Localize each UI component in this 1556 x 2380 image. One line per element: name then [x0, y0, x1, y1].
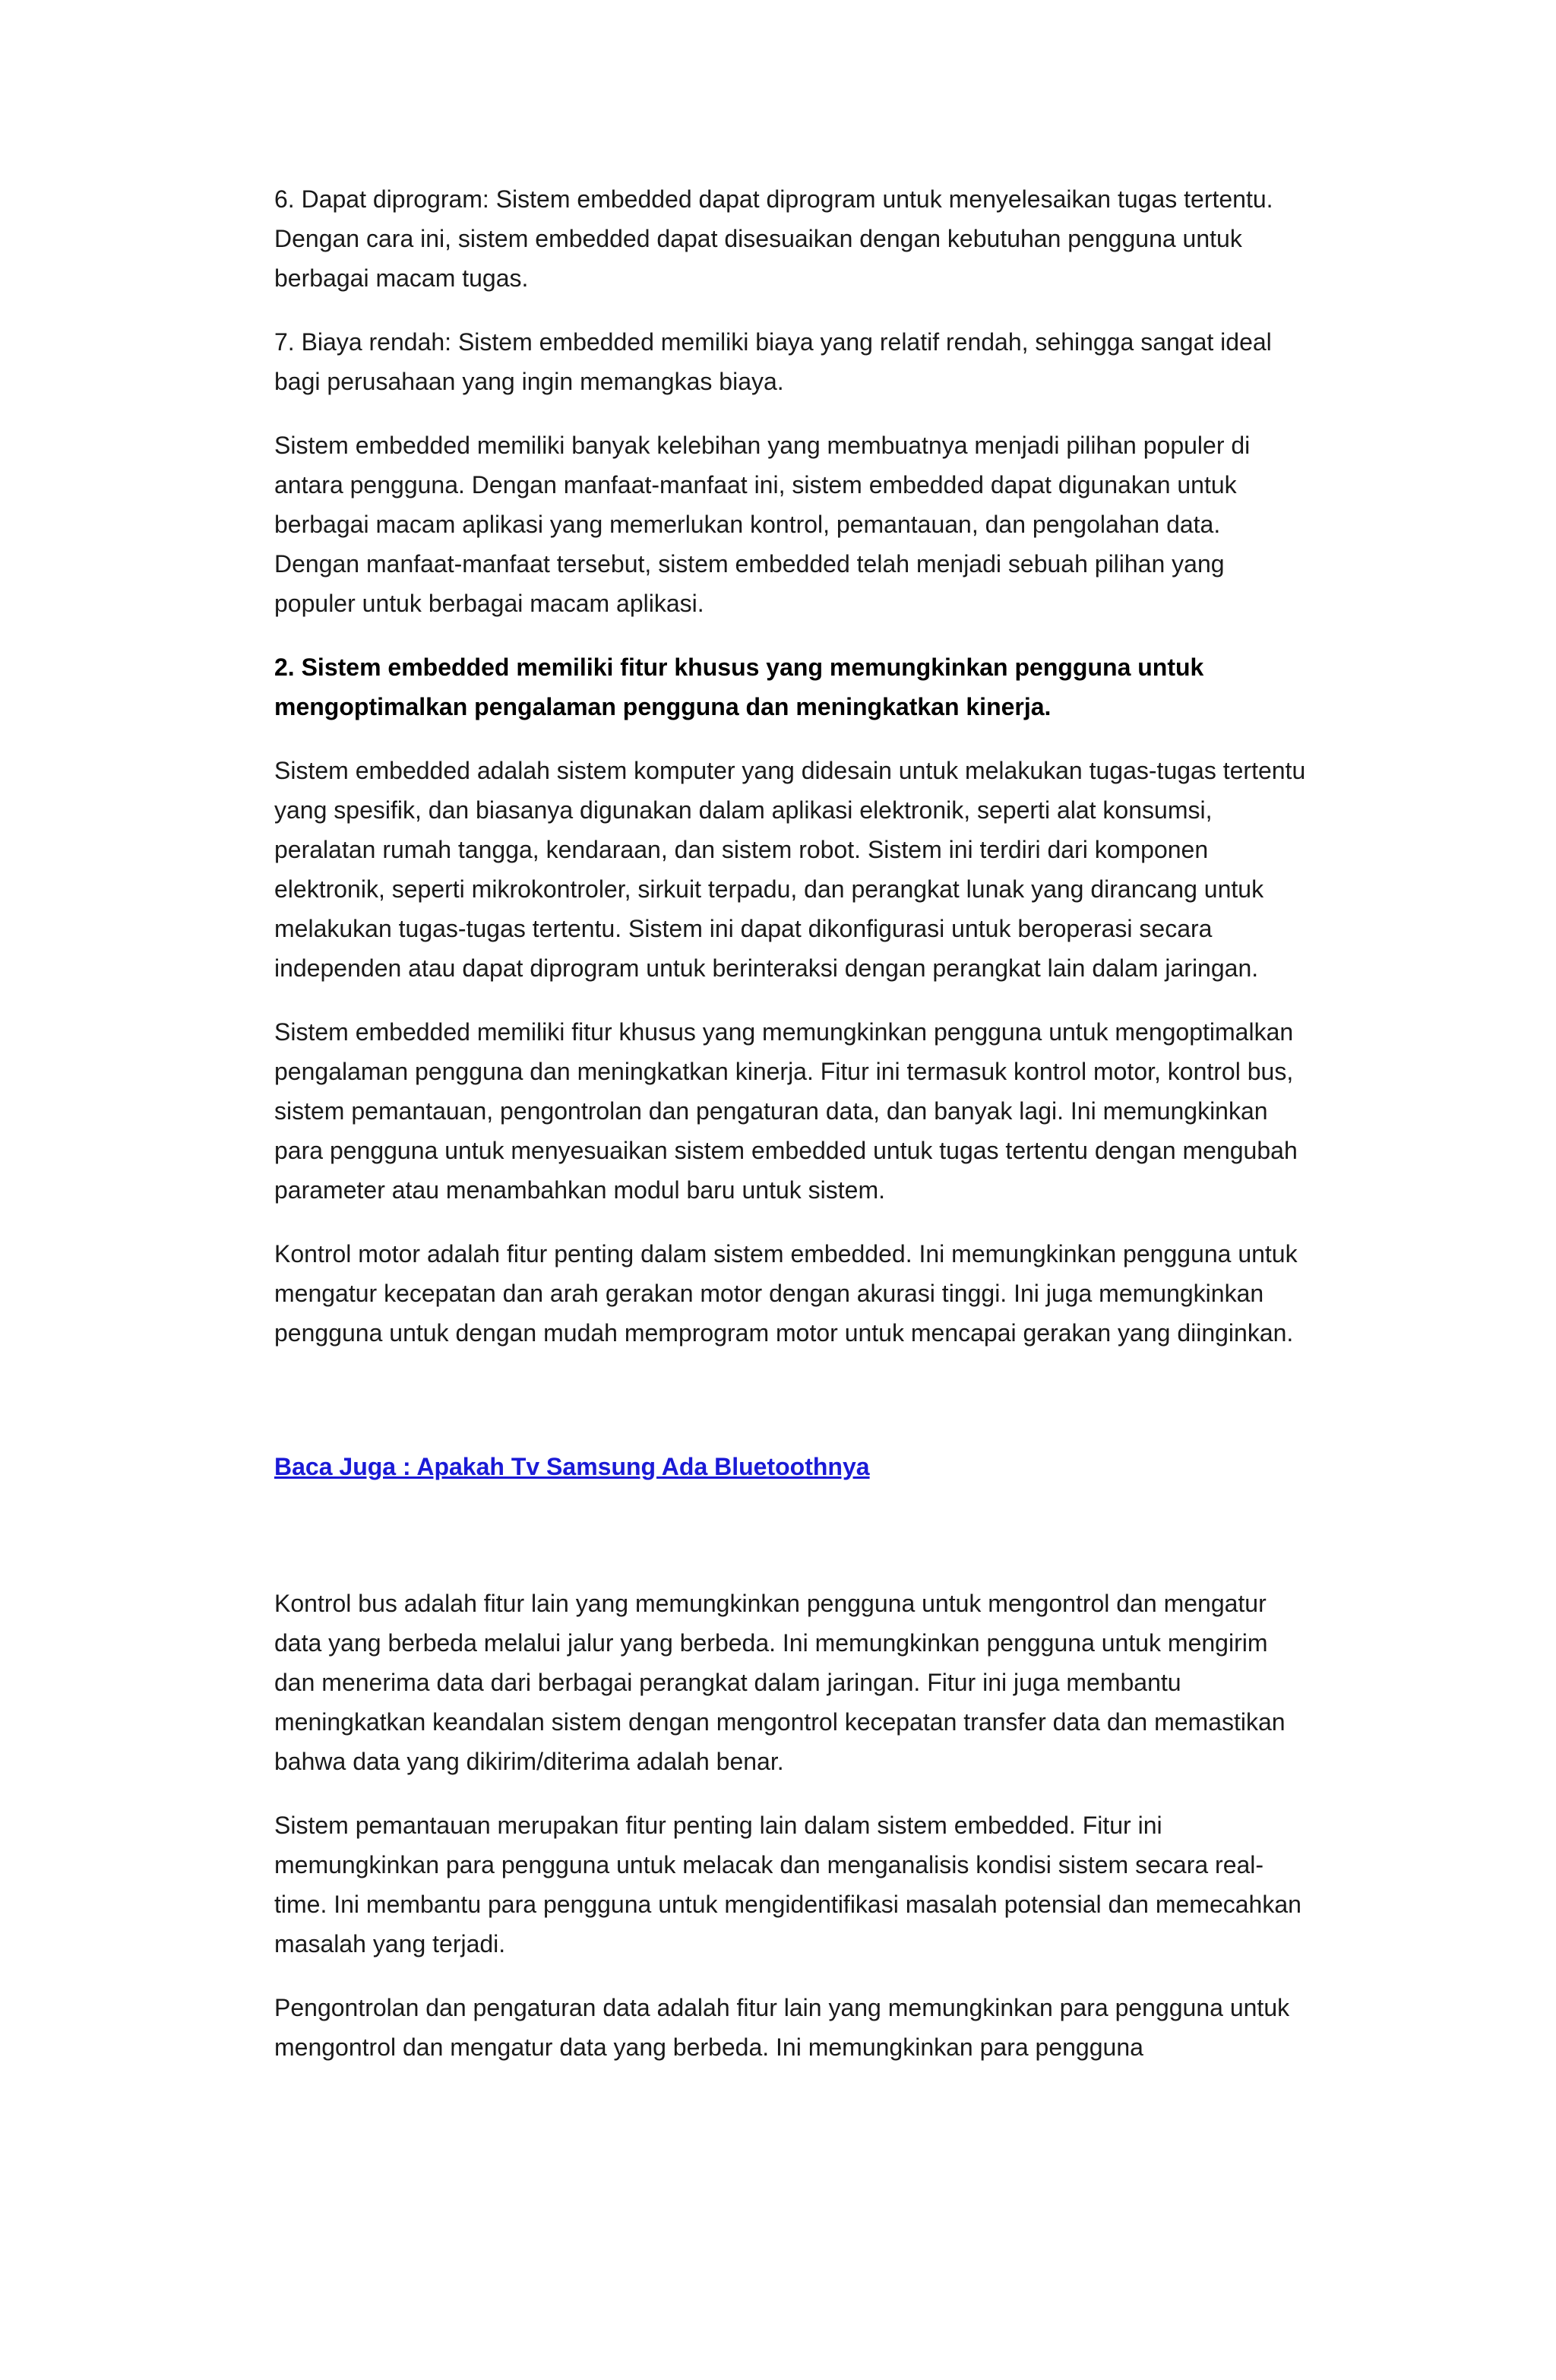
- paragraph-low-cost: 7. Biaya rendah: Sistem embedded memiliki biaya yang relatif rendah, sehingga sangat ideal bagi perusahaan yang ingin memangkas biaya.: [274, 328, 1272, 395]
- related-article-link[interactable]: Baca Juga : Apakah Tv Samsung Ada Bluetoothnya: [274, 1453, 870, 1480]
- section-heading: 2. Sistem embedded memiliki fitur khusus yang memungkinkan pengguna untuk mengoptimalkan pengalaman pengguna dan meningkatkan kinerja.: [274, 654, 1204, 720]
- paragraph-special-features: Sistem embedded memiliki fitur khusus yang memungkinkan pengguna untuk mengoptimalkan pengalaman pengguna dan meningkatkan kinerja. Fitur ini termasuk kontrol motor, kontrol bus, sistem pemantauan, pengontrolan dan pengaturan data, dan banyak lagi. Ini memungkinkan para pengguna untuk menyesuaikan sistem embedded untuk tugas tertentu dengan mengubah parameter atau menambahkan modul baru untuk sistem.: [274, 1018, 1298, 1204]
- paragraphs-before: [274, 179, 1308, 1353]
- related-link-block: [274, 1447, 1308, 1486]
- paragraph-programmable: 6. Dapat diprogram: Sistem embedded dapat diprogram untuk menyelesaikan tugas tertentu. Dengan cara ini, sistem embedded dapat disesuaikan dengan kebutuhan pengguna untuk berbagai macam tugas.: [274, 185, 1273, 292]
- paragraph-bus-control: Kontrol bus adalah fitur lain yang memungkinkan pengguna untuk mengontrol dan mengatur data yang berbeda melalui jalur yang berbeda. Ini memungkinkan pengguna untuk mengirim dan menerima data dari berbagai perangkat dalam jaringan. Fitur ini juga membantu meningkatkan keandalan sistem dengan mengontrol kecepatan transfer data dan memastikan bahwa data yang dikirim/diterima adalah benar.: [274, 1590, 1286, 1775]
- paragraph-advantages-summary: Sistem embedded memiliki banyak kelebihan yang membuatnya menjadi pilihan populer di antara pengguna. Dengan manfaat-manfaat ini, sistem embedded dapat digunakan untuk berbagai macam aplikasi yang memerlukan kontrol, pemantauan, dan pengolahan data. Dengan manfaat-manfaat tersebut, sistem embedded telah menjadi sebuah pilihan yang populer untuk berbagai macam aplikasi.: [274, 432, 1251, 617]
- paragraph-monitoring: Sistem pemantauan merupakan fitur penting lain dalam sistem embedded. Fitur ini memungkinkan para pengguna untuk melacak dan menganalisis kondisi sistem secara real-time. Ini membantu para pengguna untuk mengidentifikasi masalah potensial dan memecahkan masalah yang terjadi.: [274, 1812, 1301, 1957]
- paragraph-definition: Sistem embedded adalah sistem komputer yang didesain untuk melakukan tugas-tugas tertentu yang spesifik, dan biasanya digunakan dalam aplikasi elektronik, seperti alat konsumsi, peralatan rumah tangga, kendaraan, dan sistem robot. Sistem ini terdiri dari komponen elektronik, seperti mikrokontroler, sirkuit terpadu, dan perangkat lunak yang dirancang untuk melakukan tugas-tugas tertentu. Sistem ini dapat dikonfigurasi untuk beroperasi secara independen atau dapat diprogram untuk berinteraksi dengan perangkat lain dalam jaringan.: [274, 757, 1306, 982]
- paragraph-data-control: Pengontrolan dan pengaturan data adalah fitur lain yang memungkinkan para pengguna untuk mengontrol dan mengatur data yang berbeda. Ini memungkinkan para pengguna: [274, 1994, 1290, 2061]
- paragraph-motor-control: Kontrol motor adalah fitur penting dalam sistem embedded. Ini memungkinkan pengguna untuk mengatur kecepatan dan arah gerakan motor dengan akurasi tinggi. Ini juga memungkinkan pengguna untuk dengan mudah memprogram motor untuk mencapai gerakan yang diinginkan.: [274, 1240, 1298, 1347]
- paragraphs-after: [274, 1584, 1308, 2067]
- document-page: [274, 179, 1308, 2091]
